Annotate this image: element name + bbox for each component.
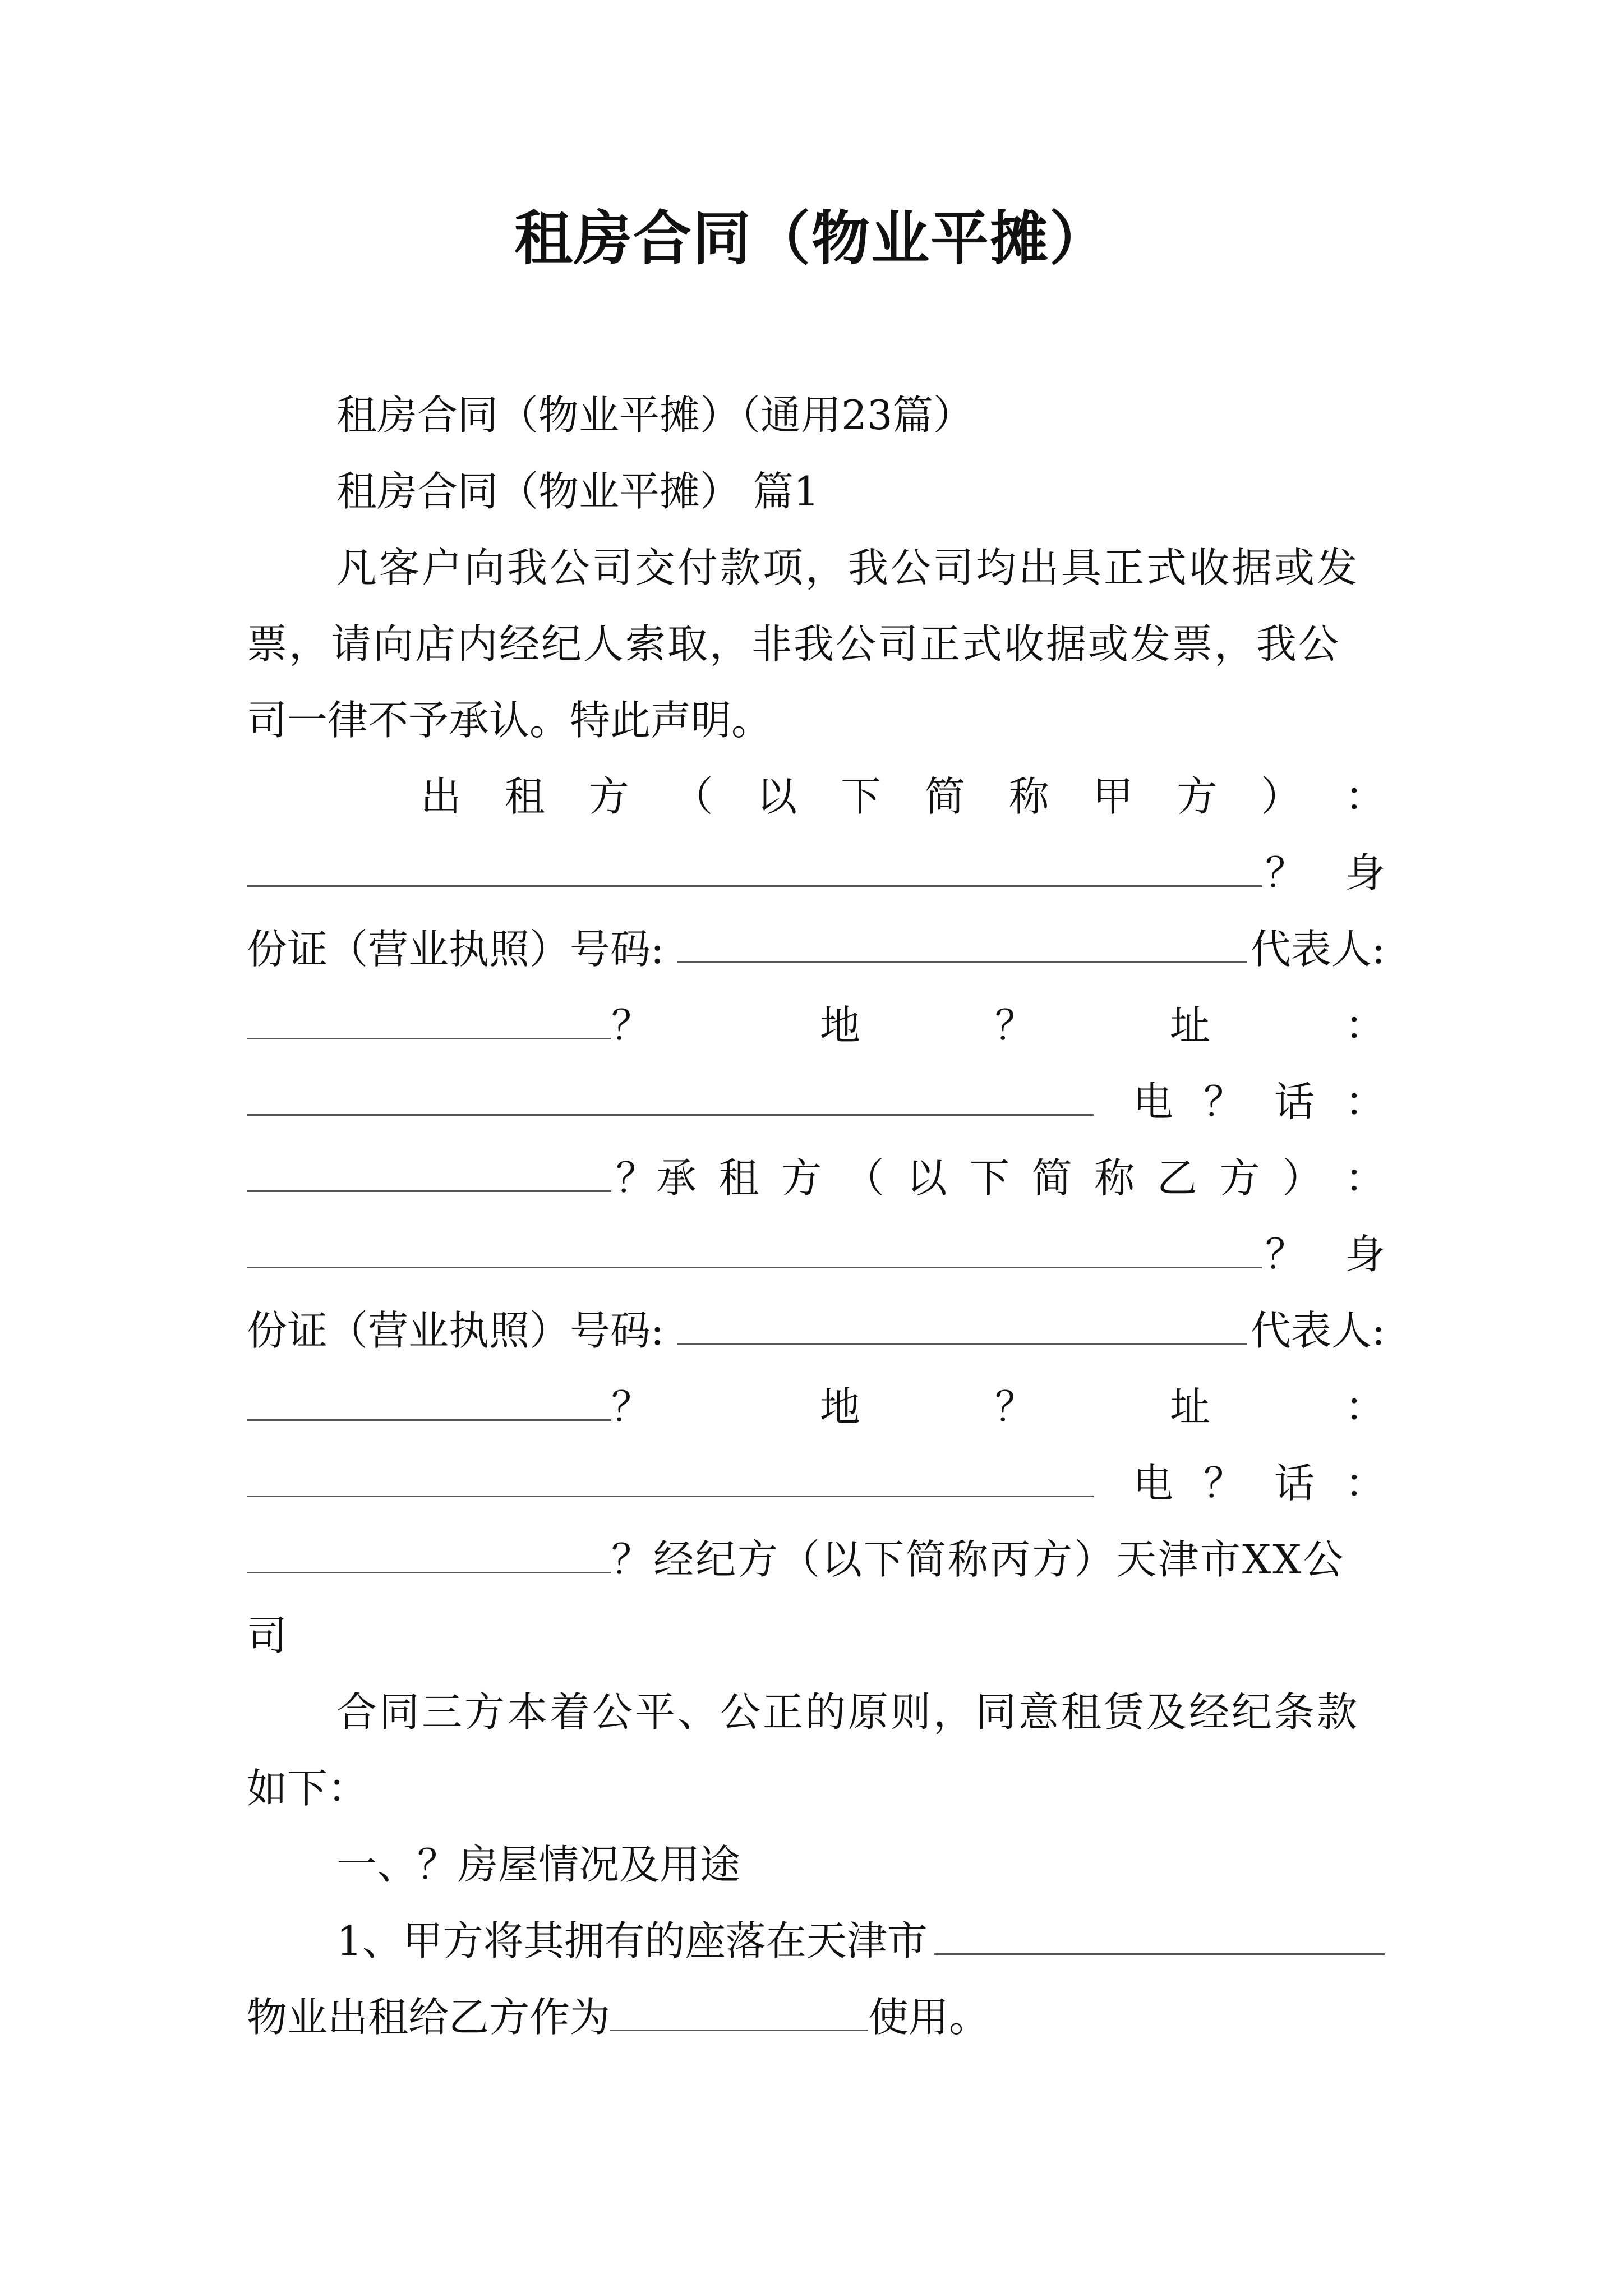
party-b-heading-row <box>247 1140 1385 1216</box>
addr-char: 地 <box>820 1383 861 1430</box>
party-b-id-char: 身 <box>1344 1231 1385 1278</box>
party-b-rep-blank[interactable] <box>247 1380 611 1421</box>
addr-char: ： <box>1344 1002 1385 1049</box>
clause1-item1-prefix: 1、甲方将其拥有的座落在天津市 <box>336 1917 928 1964</box>
party-c-line-2: 司 <box>247 1612 288 1659</box>
addr-char: 地 <box>820 1002 861 1049</box>
phone-char: 话 <box>1274 1078 1315 1125</box>
party-a-char: ） <box>1261 773 1302 820</box>
phone-char: ： <box>1344 1078 1385 1125</box>
party-b-address-row <box>247 1369 1385 1445</box>
party-a-addr-spread <box>652 987 1385 1064</box>
party-a-phone-row <box>247 1064 1385 1140</box>
party-b-q: ？ <box>1265 1231 1306 1278</box>
party-b-phone-spread <box>1094 1445 1385 1521</box>
party-b-char: 下 <box>969 1154 1010 1202</box>
party-b-char: ） <box>1282 1154 1323 1202</box>
party-a-name-blank[interactable] <box>247 846 1262 887</box>
party-b-char: 称 <box>1094 1154 1135 1202</box>
addr-char: 址 <box>1169 1383 1210 1430</box>
party-a-id-blank[interactable] <box>677 922 1247 963</box>
party-b-char: ： <box>1344 1154 1385 1202</box>
party-a-char: （ <box>672 773 713 820</box>
party-a-id-label: 份证（营业执照）号码: <box>247 926 665 973</box>
party-c-line-1: ？经纪方（以下简称丙方）天津市XX公 <box>611 1536 1345 1583</box>
party-a-char: 租 <box>504 773 545 820</box>
party-b-char: 以 <box>906 1154 947 1202</box>
party-a-addr-q: ？ <box>611 1002 652 1049</box>
party-b-char: 方 <box>1219 1154 1260 1202</box>
clause1-location-blank[interactable] <box>934 1914 1385 1955</box>
party-a-q: ？ <box>1265 849 1306 896</box>
agreement-line-2: 如下： <box>247 1765 368 1812</box>
party-a-address-blank[interactable] <box>247 1075 1094 1116</box>
party-b-name-row <box>247 1216 1385 1292</box>
party-a-phone-blank[interactable] <box>247 1151 611 1192</box>
party-b-addr-spread <box>652 1369 1385 1445</box>
party-b-id-blank[interactable] <box>677 1304 1247 1345</box>
party-c-row <box>247 1521 1385 1598</box>
party-a-address-row <box>247 987 1385 1064</box>
party-a-rep-blank[interactable] <box>247 999 611 1039</box>
party-a-heading <box>247 758 1385 835</box>
party-b-char: 方 <box>781 1154 822 1202</box>
clause1-item1-line2-suffix: 使用。 <box>868 1994 990 2041</box>
notice-line-2: 票，请向店内经纪人索取，非我公司正式收据或发票，我公 <box>247 620 1341 668</box>
party-a-char: 甲 <box>1092 773 1133 820</box>
clause1-item1-row <box>247 1903 1385 1979</box>
party-b-addr-q: ？ <box>611 1383 652 1430</box>
phone-char: 话 <box>1274 1460 1315 1507</box>
party-b-phone-row <box>247 1445 1385 1521</box>
party-a-id-row <box>247 911 1385 987</box>
party-a-name-row <box>247 835 1385 911</box>
party-a-char: 以 <box>757 773 797 820</box>
party-b-address-blank[interactable] <box>247 1456 1094 1497</box>
party-b-name-blank[interactable] <box>247 1227 1262 1268</box>
notice-line-1: 凡客户向我公司交付款项，我公司均出具正式收据或发 <box>336 544 1360 591</box>
party-a-phone-spread <box>1094 1064 1385 1140</box>
party-b-char: 租 <box>718 1154 759 1202</box>
party-a-char: 称 <box>1008 773 1049 820</box>
party-a-char: 方 <box>588 773 629 820</box>
clause1-use-blank[interactable] <box>610 1990 868 2031</box>
party-b-rep-label: 代表人: <box>1250 1307 1385 1354</box>
clause1-heading: 一、？房屋情况及用途 <box>336 1841 741 1888</box>
party-b-id-label: 份证（营业执照）号码: <box>247 1307 665 1354</box>
party-a-char: ： <box>1344 773 1385 820</box>
addr-char: ： <box>1344 1383 1385 1430</box>
addr-char: ？ <box>995 1383 1036 1430</box>
party-a-id-char: 身 <box>1344 849 1385 896</box>
party-a-char: 简 <box>924 773 965 820</box>
phone-char: ？ <box>1203 1460 1244 1507</box>
phone-char: ： <box>1344 1460 1385 1507</box>
party-b-phone-blank[interactable] <box>247 1533 611 1573</box>
party-b-char: ？承 <box>616 1154 697 1202</box>
party-a-rep-label: 代表人: <box>1250 926 1385 973</box>
agreement-line-1: 合同三方本着公平、公正的原则，同意租赁及经纪条款 <box>336 1688 1360 1736</box>
party-b-char: 简 <box>1031 1154 1072 1202</box>
document-title: 租房合同（物业平摊） <box>514 204 1109 273</box>
clause1-item1-row-2 <box>247 1979 1385 2055</box>
party-a-char: 方 <box>1177 773 1218 820</box>
phone-char: 电 <box>1133 1460 1174 1507</box>
phone-char: ？ <box>1203 1078 1244 1125</box>
section-heading: 租房合同（物业平摊） 篇1 <box>336 468 819 515</box>
party-a-char: 出 <box>421 773 462 820</box>
party-b-char: （ <box>843 1154 884 1202</box>
party-a-char: 下 <box>841 773 882 820</box>
phone-char: 电 <box>1133 1078 1174 1125</box>
party-b-char: 乙 <box>1157 1154 1198 1202</box>
addr-char: 址 <box>1169 1002 1210 1049</box>
clause1-item1-line2-prefix: 物业出租给乙方作为 <box>247 1994 611 2041</box>
party-b-id-row <box>247 1292 1385 1369</box>
party-b-heading <box>611 1140 1385 1216</box>
notice-line-3: 司一律不予承认。特此声明。 <box>247 697 772 744</box>
addr-char: ？ <box>995 1002 1036 1049</box>
subtitle: 租房合同（物业平摊）（通用23篇） <box>336 392 974 439</box>
